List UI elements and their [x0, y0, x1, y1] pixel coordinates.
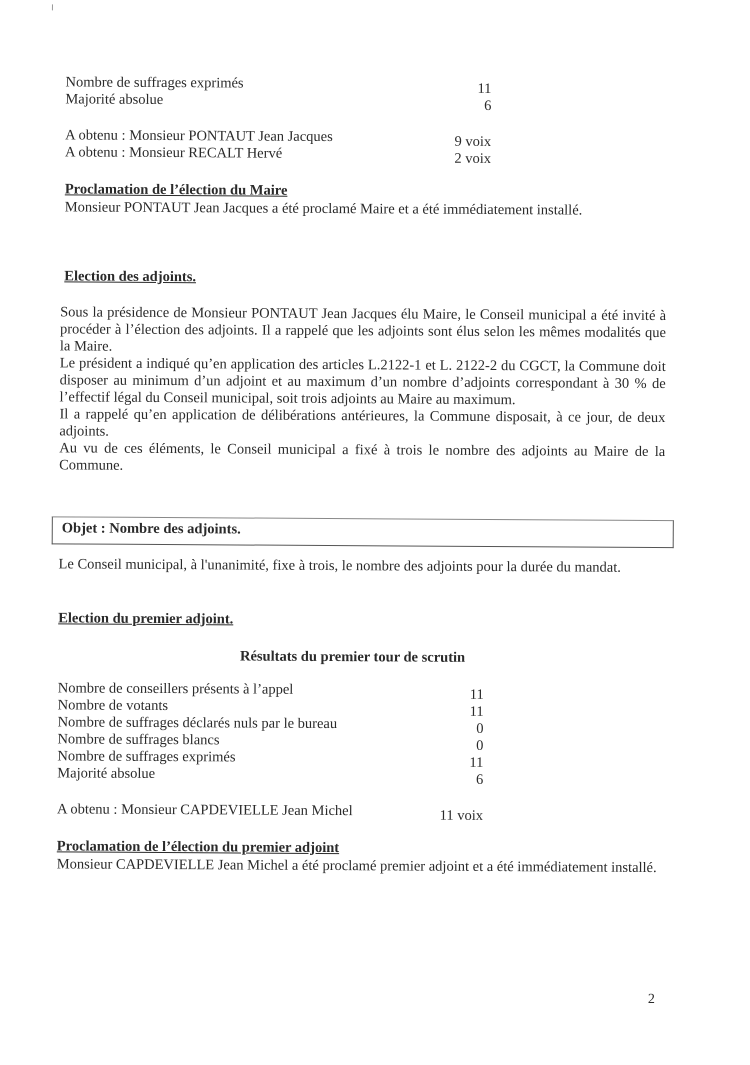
proclamation-premier-adjoint-text: Monsieur CAPDEVIELLE Jean Michel a été proclamé premier adjoint et a été immédiatement installé.: [56, 856, 657, 877]
result-value: 11: [477, 80, 492, 98]
results-row-value: 6: [475, 771, 484, 788]
results-row-label: Nombre de conseillers présents à l’appel: [57, 680, 294, 698]
page-number: 2: [647, 991, 655, 1008]
objet-label: Objet : Nombre des adjoints.: [61, 520, 241, 538]
election-adjoints-heading: Election des adjoints.: [64, 268, 197, 286]
premier-adjoint-vote-label: A obtenu : Monsieur CAPDEVIELLE Jean Michel: [57, 801, 353, 820]
results-row-value: 11: [469, 686, 484, 703]
proclamation-maire-heading: Proclamation de l’élection du Maire: [64, 181, 288, 199]
election-adjoints-paragraph: Le président a indiqué qu’en application des articles L.2122-1 et L. 2122-2 du CGCT, la Commune doit disposer au minimum d’un adjoint et au maximum d’un nombre d’adjoints correspondant à 30 % de l’effectif légal du Conseil municipal, soit trois adjoints au Maire au maximum.: [59, 355, 666, 409]
premier-adjoint-heading: Election du premier adjoint.: [58, 610, 234, 628]
proclamation-maire-text: Monsieur PONTAUT Jean Jacques a été proclamé Maire et a été immédiatement installé.: [64, 199, 583, 219]
results-row-label: Nombre de suffrages blancs: [57, 731, 220, 749]
result-value: 6: [484, 97, 492, 115]
results-row-value: 11: [469, 754, 484, 771]
results-row-value: 11: [469, 703, 484, 720]
proclamation-premier-adjoint-heading: Proclamation de l’élection du premier adjoint: [56, 838, 340, 857]
results-row-label: Majorité absolue: [57, 765, 156, 782]
result-label: Nombre de suffrages exprimés: [65, 74, 244, 92]
election-adjoints-paragraph: Sous la présidence de Monsieur PONTAUT Jean Jacques élu Maire, le Conseil municipal a été invité à procéder à l’élection des adjoints. Il a rappelé que les adjoints sont élus selon les mêmes modalités que la Maire.: [59, 304, 667, 355]
scan-mark: [52, 4, 53, 10]
vote-label: A obtenu : Monsieur PONTAUT Jean Jacques: [65, 127, 333, 146]
premier-adjoint-vote-value: 11 voix: [439, 807, 484, 824]
results-row-label: Nombre de suffrages exprimés: [57, 748, 236, 766]
results-row-value: 0: [476, 720, 484, 737]
result-label: Majorité absolue: [65, 91, 164, 108]
vote-label: A obtenu : Monsieur RECALT Hervé: [65, 144, 283, 162]
election-adjoints-paragraph: Il a rappelé qu’en application de délibérations antérieures, la Commune disposait, à ce jour, de deux adjoints.: [59, 406, 666, 440]
results-row-label: Nombre de suffrages déclarés nuls par le bureau: [57, 714, 338, 733]
results-title: Résultats du premier tour de scrutin: [239, 648, 466, 666]
objet-text: Le Conseil municipal, à l'unanimité, fixe à trois, le nombre des adjoints pour la durée du mandat.: [58, 556, 621, 576]
vote-value: 2 voix: [454, 150, 492, 168]
results-row-label: Nombre de votants: [57, 697, 169, 715]
objet-box: [52, 516, 674, 548]
results-row-value: 0: [476, 737, 484, 754]
election-adjoints-paragraph: Au vu de ces éléments, le Conseil municipal a fixé à trois le nombre des adjoints au Maire de la Commune.: [59, 440, 666, 474]
vote-value: 9 voix: [454, 133, 492, 151]
